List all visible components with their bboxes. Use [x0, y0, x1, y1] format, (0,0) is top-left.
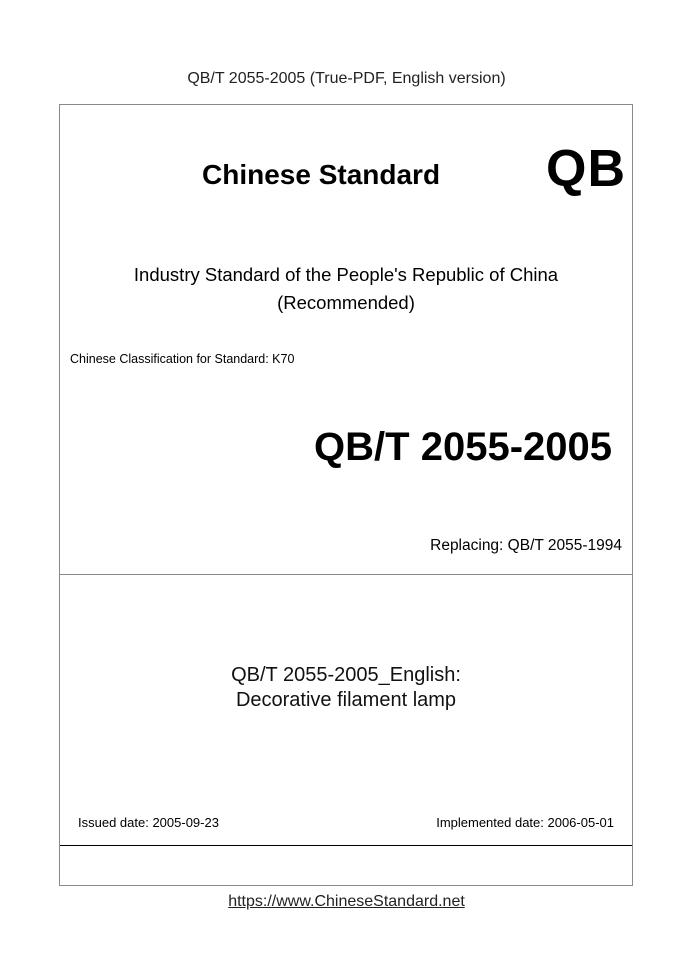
cover-frame	[59, 104, 633, 886]
industry-line-2: (Recommended)	[277, 292, 415, 313]
page-header: QB/T 2055-2005 (True-PDF, English version)	[187, 70, 506, 87]
document-title	[60, 663, 632, 713]
classification-code: Chinese Classification for Standard: K70	[70, 352, 295, 366]
industry-line-1: Industry Standard of the People's Republic of China	[133, 264, 559, 285]
industry-standard-statement	[60, 261, 632, 317]
document-title-line-1: QB/T 2055-2005_English:	[231, 664, 461, 686]
footer	[0, 893, 693, 911]
replacing-note: Replacing: QB/T 2055-1994	[430, 537, 622, 554]
document-title-line-2: Decorative filament lamp	[235, 689, 457, 711]
implemented-date: Implemented date: 2006-05-01	[436, 815, 614, 830]
issued-date: Issued date: 2005-09-23	[78, 815, 219, 830]
website-link[interactable]: https://www.ChineseStandard.net	[228, 893, 465, 910]
chinese-standard-heading: Chinese Standard	[202, 159, 441, 190]
standard-category-mark: QB	[546, 140, 626, 198]
cover-bottom-box	[60, 846, 632, 887]
standard-number: QB/T 2055-2005	[314, 425, 612, 469]
cover-title-section	[60, 575, 632, 846]
cover-top-section	[60, 105, 632, 575]
